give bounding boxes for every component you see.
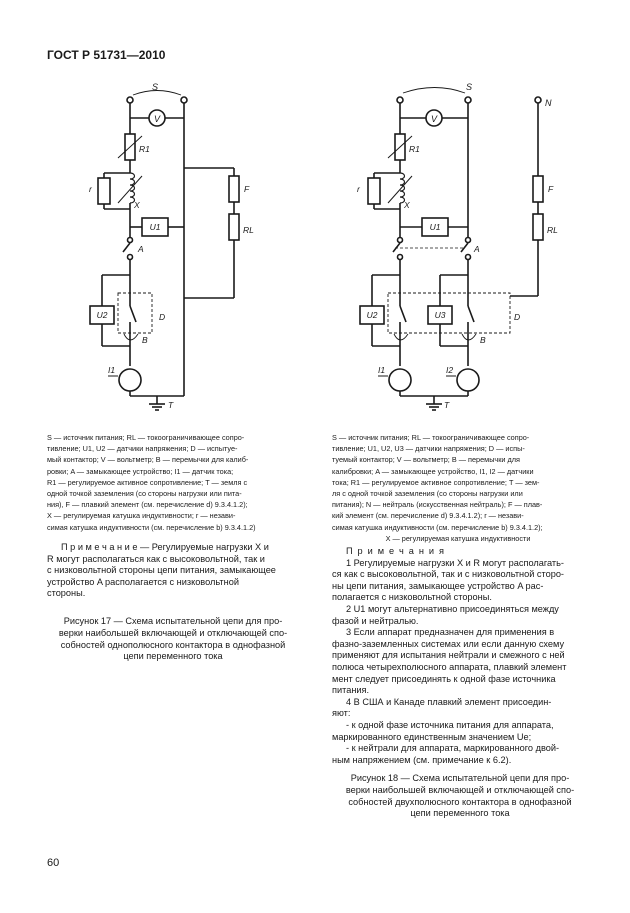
source-label: S — [465, 82, 473, 92]
u2-label: U2 — [96, 310, 108, 320]
legend-line: ровки; A — замыкающее устройство; I1 — датчик тока; — [47, 466, 234, 476]
note-line: полагается с низковольтной стороны. — [332, 592, 492, 603]
legend-line: X — регулируемая катушка индуктивности; r — незави- — [47, 511, 236, 521]
current-sensor-i2 — [457, 369, 479, 391]
legend-line: мый контактор; V — вольтметр; B — перемычки для калиб- — [47, 455, 249, 465]
legend-line: ния), F — плавкий элемент (см. перечисление d) 9.3.4.1.2); — [47, 500, 248, 510]
note-line: полюса четырехполюсного аппарата, плавкий элемент — [332, 661, 567, 672]
terminal — [181, 97, 187, 103]
voltmeter-label: V — [153, 114, 161, 124]
note-line: фазно-заземленных системах или если данную схему — [332, 638, 565, 649]
figure-18-legend — [332, 432, 584, 544]
current-sensor-i1 — [389, 369, 411, 391]
caption-line: Рисунок 17 — Схема испытательной цепи для про- — [63, 616, 283, 626]
caption-line: Рисунок 18 — Схема испытательной цепи для про- — [350, 773, 570, 783]
b-label: B — [480, 335, 486, 345]
note-line: П р и м е ч а н и е — Регулируемые нагрузки X и — [61, 542, 269, 552]
note-line: фазой и нейтралью. — [332, 615, 419, 626]
x-label: X — [404, 200, 410, 210]
t-label: T — [444, 400, 450, 410]
figure-17-legend — [47, 432, 299, 533]
note-line: 1 Регулируемые нагрузки X и R могут располагать- — [346, 557, 564, 568]
caption-line: верки наибольшей включающей и отключающей спо- — [345, 784, 575, 795]
note-line: 4 В США и Канаде плавкий элемент присоедин- — [346, 696, 552, 707]
note-line: с низковольтной стороны цепи питания, замыкающее — [47, 565, 276, 576]
note-line: мент следует присоединять к одной фазе источника — [332, 673, 556, 684]
note-line: 3 Если аппарат предназначен для применения в — [346, 627, 555, 638]
u1-label: U1 — [429, 222, 441, 232]
rl-label: RL — [243, 225, 254, 235]
note-line: питания. — [332, 685, 370, 696]
legend-line: X — регулируемая катушка индуктивности — [385, 533, 531, 543]
note-line: ся как с высоковольтной, так и с низковольтной сторо- — [332, 569, 564, 580]
i1-label: I1 — [378, 365, 386, 375]
voltmeter-label: V — [430, 114, 438, 124]
d-label: D — [159, 312, 166, 322]
inductor-r — [368, 178, 380, 204]
figure-17-note — [47, 542, 299, 600]
resistor-rl — [229, 214, 239, 240]
note-line: R могут располагаться как с высоковольтной, так и — [47, 553, 265, 564]
figure-18-caption — [332, 773, 588, 820]
caption-line: собностей двухполюсного контактора в однофазной — [348, 796, 572, 807]
notes-title: П р и м е ч а н и я — [346, 546, 446, 556]
legend-line: тока; R1 — регулируемое активное сопротивление; T — зем- — [332, 477, 540, 487]
u3-label: U3 — [434, 310, 446, 320]
figure-17-circuit — [80, 78, 280, 418]
rl-label: RL — [547, 225, 558, 235]
source-label: S — [151, 82, 159, 92]
document-header: ГОСТ Р 51731—2010 — [47, 48, 166, 62]
legend-line: туемый контактор; V — вольтметр; B — перемычки для — [332, 455, 520, 465]
figure-18-notes — [332, 546, 588, 766]
terminal — [465, 97, 471, 103]
note-line: 2 U1 могут альтернативно присоединяться между — [346, 603, 559, 614]
contactor-d — [118, 293, 152, 333]
terminal — [397, 97, 403, 103]
d-label: D — [514, 312, 521, 322]
t-label: T — [168, 400, 174, 410]
note-line: маркированного единственным значением Ue; — [332, 731, 532, 742]
legend-line: тивление; U1, U2 — датчики напряжения; D — испытуе- — [47, 444, 238, 454]
caption-line: верки наибольшей включающей и отключающей спо- — [58, 627, 288, 638]
figure-18-circuit — [350, 78, 580, 418]
fuse-f — [533, 176, 543, 202]
note-line: стороны. — [47, 588, 86, 599]
a-label: A — [138, 244, 144, 254]
i2-label: I2 — [446, 365, 454, 375]
r1-label: R1 — [409, 144, 420, 154]
f-label: F — [548, 184, 554, 194]
note-line: - к нейтрали для аппарата, маркированного двой- — [346, 743, 560, 754]
fuse-f — [229, 176, 239, 202]
legend-line: питания); N — нейтраль (искусственная нейтраль); F — плав- — [332, 500, 543, 510]
x-label: X — [134, 200, 140, 210]
legend-line: кий элемент (см. перечисление d) 9.3.4.1.2); r — незави- — [332, 511, 524, 521]
r-label: r — [89, 184, 92, 194]
note-line: применяют для испытания нейтрали и смежного с ней — [332, 650, 565, 661]
current-sensor-i1 — [119, 369, 141, 391]
note-line: устройство A располагается с низковольтной — [47, 576, 239, 587]
page-number: 60 — [47, 857, 60, 869]
resistor-rl — [533, 214, 543, 240]
r-label: r — [357, 184, 360, 194]
terminal — [535, 97, 541, 103]
legend-line: одной точкой заземления (со стороны нагрузки или пита- — [47, 489, 242, 499]
f-label: F — [244, 184, 250, 194]
b-label: B — [142, 335, 148, 345]
caption-line: цепи переменного тока — [410, 808, 510, 819]
note-line: - к одной фазе источника питания для аппарата, — [346, 719, 554, 730]
figure-17-caption — [47, 616, 299, 663]
legend-line: симая катушка индуктивности (см. перечисление b) 9.3.4.1.2); — [332, 522, 543, 532]
legend-line: S — источник питания; RL — токоограничивающее сопро- — [47, 433, 245, 442]
legend-line: тивление; U1, U2, U3 — датчики напряжения; D — испы- — [332, 444, 525, 454]
legend-line: калибровки; A — замыкающее устройство, I1, I2 — датчики — [332, 466, 534, 476]
note-line: ны цепи питания, замыкающее устройство A рас- — [332, 580, 544, 591]
note-line: яют: — [332, 708, 351, 719]
legend-line: ля с одной точкой заземления (со стороны нагрузки или — [332, 489, 523, 499]
legend-line: симая катушка индуктивности (см. перечисление b) 9.3.4.1.2) — [47, 522, 256, 532]
neutral-label: N — [545, 98, 552, 108]
legend-line: R1 — регулируемое активное сопротивление; T — земля с — [47, 477, 248, 487]
caption-line: собностей однополюсного контактора в однофазной — [60, 639, 286, 650]
u2-label: U2 — [366, 310, 378, 320]
r1-label: R1 — [139, 144, 150, 154]
u1-label: U1 — [149, 222, 161, 232]
i1-label: I1 — [108, 365, 116, 375]
inductor-r — [98, 178, 110, 204]
terminal — [127, 97, 133, 103]
caption-line: цепи переменного тока — [123, 651, 223, 662]
a-label: A — [474, 244, 480, 254]
legend-line: S — источник питания; RL — токоограничивающее сопро- — [332, 433, 530, 442]
note-line: ным напряжением (см. примечание к 6.2). — [332, 754, 512, 765]
